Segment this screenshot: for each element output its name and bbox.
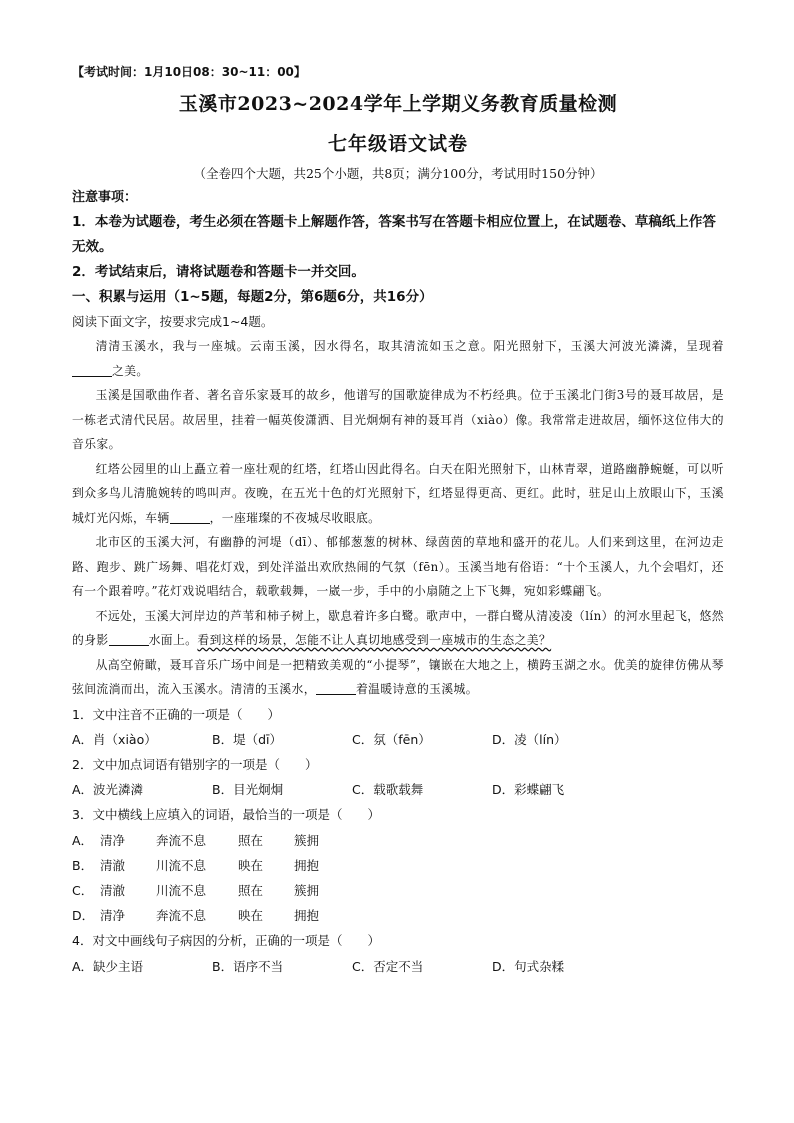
passage-paragraph-1 bbox=[72, 334, 724, 383]
question-3: 3．文中横线上应填入的词语，最恰当的一项是（ ） bbox=[72, 807, 380, 823]
option-word: 清净 bbox=[100, 832, 126, 848]
option-word: 奔流不息 bbox=[156, 908, 207, 924]
question-1: 1．文中注音不正确的一项是（ ） bbox=[72, 706, 280, 722]
option-d: D．句式杂糅 bbox=[492, 958, 565, 974]
option-word: 奔流不息 bbox=[156, 832, 207, 848]
passage-text: 水面上。 bbox=[148, 633, 198, 647]
option-word: 映在 bbox=[238, 857, 264, 873]
notice-title: 注意事项： bbox=[72, 190, 138, 205]
option-c: C．否定不当 bbox=[352, 958, 424, 974]
answer-blank bbox=[109, 631, 149, 646]
option-word: 簇拥 bbox=[294, 832, 320, 848]
question-1-options bbox=[72, 727, 724, 752]
option-label: D． bbox=[72, 908, 95, 924]
option-word: 拥抱 bbox=[294, 857, 320, 873]
option-word: 簇拥 bbox=[294, 882, 320, 898]
question-3-option-a bbox=[72, 828, 724, 853]
passage-text: 从高空俯瞰，聂耳音乐广场中间是一把精致美观的“小提琴”，镶嵌在大地之上，横跨玉湖之水。优美的旋律仿佛从琴弦间流淌而出，流入玉溪水。清清的玉溪水， bbox=[72, 657, 724, 696]
option-d: D．凌（lín） bbox=[492, 731, 567, 747]
question-3-option-d bbox=[72, 903, 724, 928]
passage-text: 红塔公园里的山上矗立着一座壮观的红塔，红塔山因此得名。白天在阳光照射下，山林青翠，道路幽静蜿蜒，可以听到众多鸟儿清脆婉转的鸣叫声。夜晚，在五光十色的灯光照射下，红塔显得更高、更红。此时，驻足山上放眼山下，玉溪城灯光闪烁，车辆 bbox=[72, 461, 724, 525]
option-a: A．缺少主语 bbox=[72, 958, 144, 974]
option-b: B．语序不当 bbox=[212, 958, 284, 974]
question-2: 2．文中加点词语有错别字的一项是（ ） bbox=[72, 756, 318, 772]
option-word: 照在 bbox=[238, 832, 264, 848]
passage-paragraph-6 bbox=[72, 653, 724, 702]
option-word: 川流不息 bbox=[156, 882, 207, 898]
option-word: 拥抱 bbox=[294, 908, 320, 924]
question-4: 4．对文中画线句子病因的分析，正确的一项是（ ） bbox=[72, 933, 380, 949]
exam-time: 【考试时间：1月10日08：30~11：00】 bbox=[72, 65, 306, 79]
passage-text: 之美。 bbox=[112, 363, 149, 378]
option-a: A．波光潾潾 bbox=[72, 782, 144, 798]
question-4-options bbox=[72, 954, 724, 979]
option-b: B．目光炯炯 bbox=[212, 782, 284, 798]
passage-paragraph-2: 玉溪是国歌曲作者、著名音乐家聂耳的故乡，他谱写的国歌旋律成为不朽经典。位于玉溪北门街3号的聂耳故居，是一栋老式清代民居。故居里，挂着一幅英俊潇洒、目光炯炯有神的聂耳肖（xiào）像。我常常走进故居，缅怀这位伟大的音乐家。 bbox=[72, 388, 724, 451]
passage-text: 不远处，玉溪大河岸边的芦苇和柿子树上，歇息着许多白鹭。歌声中，一群白鹭从清凌凌（lín）的河水里起飞，悠然的身影 bbox=[72, 608, 724, 647]
question-3-option-c bbox=[72, 878, 724, 903]
option-d: D．彩蝶翩飞 bbox=[492, 782, 565, 798]
passage-paragraph-3 bbox=[72, 457, 724, 531]
exam-note: （全卷四个大题，共25个小题，共8页；满分100分，考试用时150分钟） bbox=[193, 166, 603, 181]
passage-paragraph-5 bbox=[72, 604, 724, 653]
exam-title: 玉溪市2023~2024学年上学期义务教育质量检测 bbox=[178, 93, 618, 115]
question-2-options bbox=[72, 777, 724, 802]
exam-subtitle: 七年级语文试卷 bbox=[327, 133, 468, 155]
option-label: C． bbox=[72, 882, 94, 898]
question-3-option-b bbox=[72, 853, 724, 878]
answer-blank bbox=[316, 680, 356, 695]
section-1-title: 一、积累与运用（1~5题，每题2分，第6题6分，共16分） bbox=[72, 289, 433, 305]
notice-item-1: 1．本卷为试题卷，考生必须在答题卡上解题作答，答案书写在答题卡相应位置上，在试题卷、草稿纸上作答无效。 bbox=[72, 214, 716, 255]
option-b: B．堤（dī） bbox=[212, 731, 282, 747]
option-word: 清净 bbox=[100, 908, 126, 924]
option-word: 川流不息 bbox=[156, 857, 207, 873]
option-label: A． bbox=[72, 832, 94, 848]
passage-text: 清清玉溪水，我与一座城。云南玉溪，因水得名，取其清流如玉之意。阳光照射下，玉溪大河波光潾潾，呈现着 bbox=[95, 339, 724, 353]
answer-blank bbox=[72, 362, 112, 377]
passage-paragraph-4: 北市区的玉溪大河，有幽静的河堤（dī）、郁郁葱葱的树林、绿茵茵的草地和盛开的花儿。人们来到这里，在河边走路、跑步、跳广场舞、唱花灯戏，到处洋溢出欢欣热闹的气氛（fēn）。玉溪当地有俗语：“十个玉溪人，九个会唱灯，还有一个跟着哼。”花灯戏说唱结合，载歌载舞，一崴一步，手中的小扇随之上下飞舞，宛如彩蝶翩飞。 bbox=[72, 535, 724, 598]
answer-blank bbox=[170, 509, 210, 524]
option-word: 清澈 bbox=[100, 857, 126, 873]
option-c: C．载歌载舞 bbox=[352, 782, 424, 798]
option-word: 清澈 bbox=[100, 882, 126, 898]
exam-page bbox=[72, 62, 724, 979]
option-label: B． bbox=[72, 857, 94, 873]
section-1-instruction: 阅读下面文字，按要求完成1~4题。 bbox=[72, 314, 274, 329]
notice-item-2: 2．考试结束后，请将试题卷和答题卡一并交回。 bbox=[72, 264, 365, 280]
passage-text: ，一座璀璨的不夜城尽收眼底。 bbox=[209, 510, 381, 525]
option-c: C．氛（fēn） bbox=[352, 731, 431, 747]
option-word: 照在 bbox=[238, 882, 264, 898]
passage-text: 着温暖诗意的玉溪城。 bbox=[355, 682, 478, 696]
underlined-sentence: 看到这样的场景，怎能不让人真切地感受到一座城市的生态之美？ bbox=[197, 633, 552, 647]
option-a: A．肖（xiào） bbox=[72, 731, 157, 747]
option-word: 映在 bbox=[238, 908, 264, 924]
